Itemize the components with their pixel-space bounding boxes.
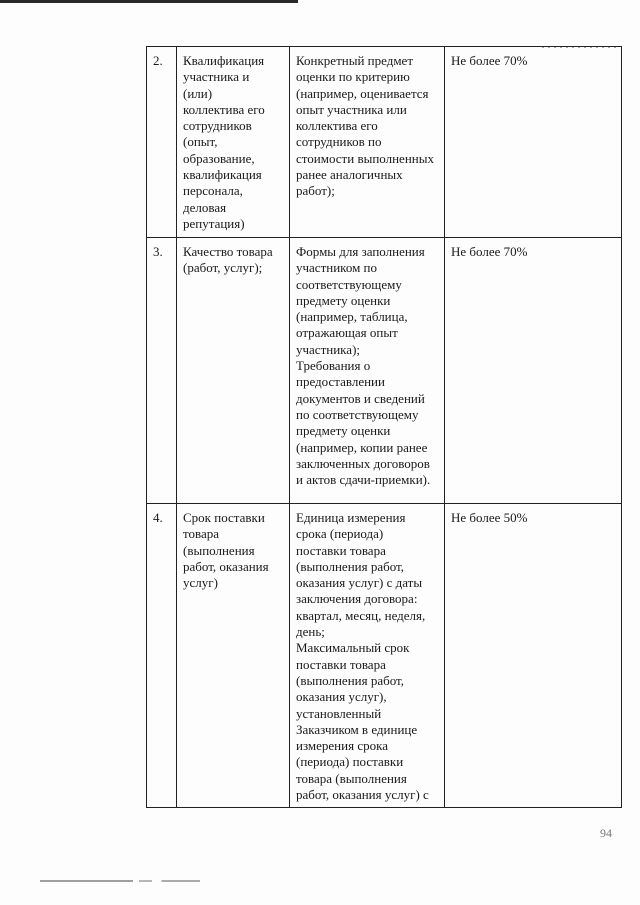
- row-number: 4.: [147, 504, 177, 808]
- table-row: [147, 504, 622, 808]
- criteria-table: [146, 46, 622, 808]
- table-row: [147, 238, 622, 504]
- weight-cell: Не более 50%: [445, 504, 622, 808]
- subject-cell: Формы для заполнения участником по соответствующему предмету оценки (например, таблица, отражающая опыт участника); Требования о предоставлении документов и сведений по соответствующему предмету оценки (например, копии ранее заключенных договоров и актов сдачи-приемки).: [290, 238, 445, 504]
- criterion-cell: Срок поставки товара (выполнения работ, оказания услуг): [177, 504, 290, 808]
- weight-cell: Не более 70%: [445, 47, 622, 238]
- scan-edge-mark: [0, 0, 298, 3]
- weight-cell: Не более 70%: [445, 238, 622, 504]
- criterion-cell: Квалификация участника и (или) коллектива его сотрудников (опыт, образование, квалификация персонала, деловая репутация): [177, 47, 290, 238]
- row-number: 3.: [147, 238, 177, 504]
- row-number: 2.: [147, 47, 177, 238]
- scan-footer-marks: [40, 880, 200, 882]
- page-number: 94: [600, 826, 612, 840]
- table-row: [147, 47, 622, 238]
- subject-cell: Единица измерения срока (периода) поставки товара (выполнения работ, оказания услуг) с даты заключения договора: квартал, месяц, неделя, день; Максимальный срок поставки товара (выполнения работ, оказания услуг), установленный Заказчиком в единице измерения срока (периода) поставки товара (выполнения работ, оказания услуг) с: [290, 504, 445, 808]
- subject-cell: Конкретный предмет оценки по критерию (например, оценивается опыт участника или коллектива его сотрудников по стоимости выполненных ранее аналогичных работ);: [290, 47, 445, 238]
- criterion-cell: Качество товара (работ, услуг);: [177, 238, 290, 504]
